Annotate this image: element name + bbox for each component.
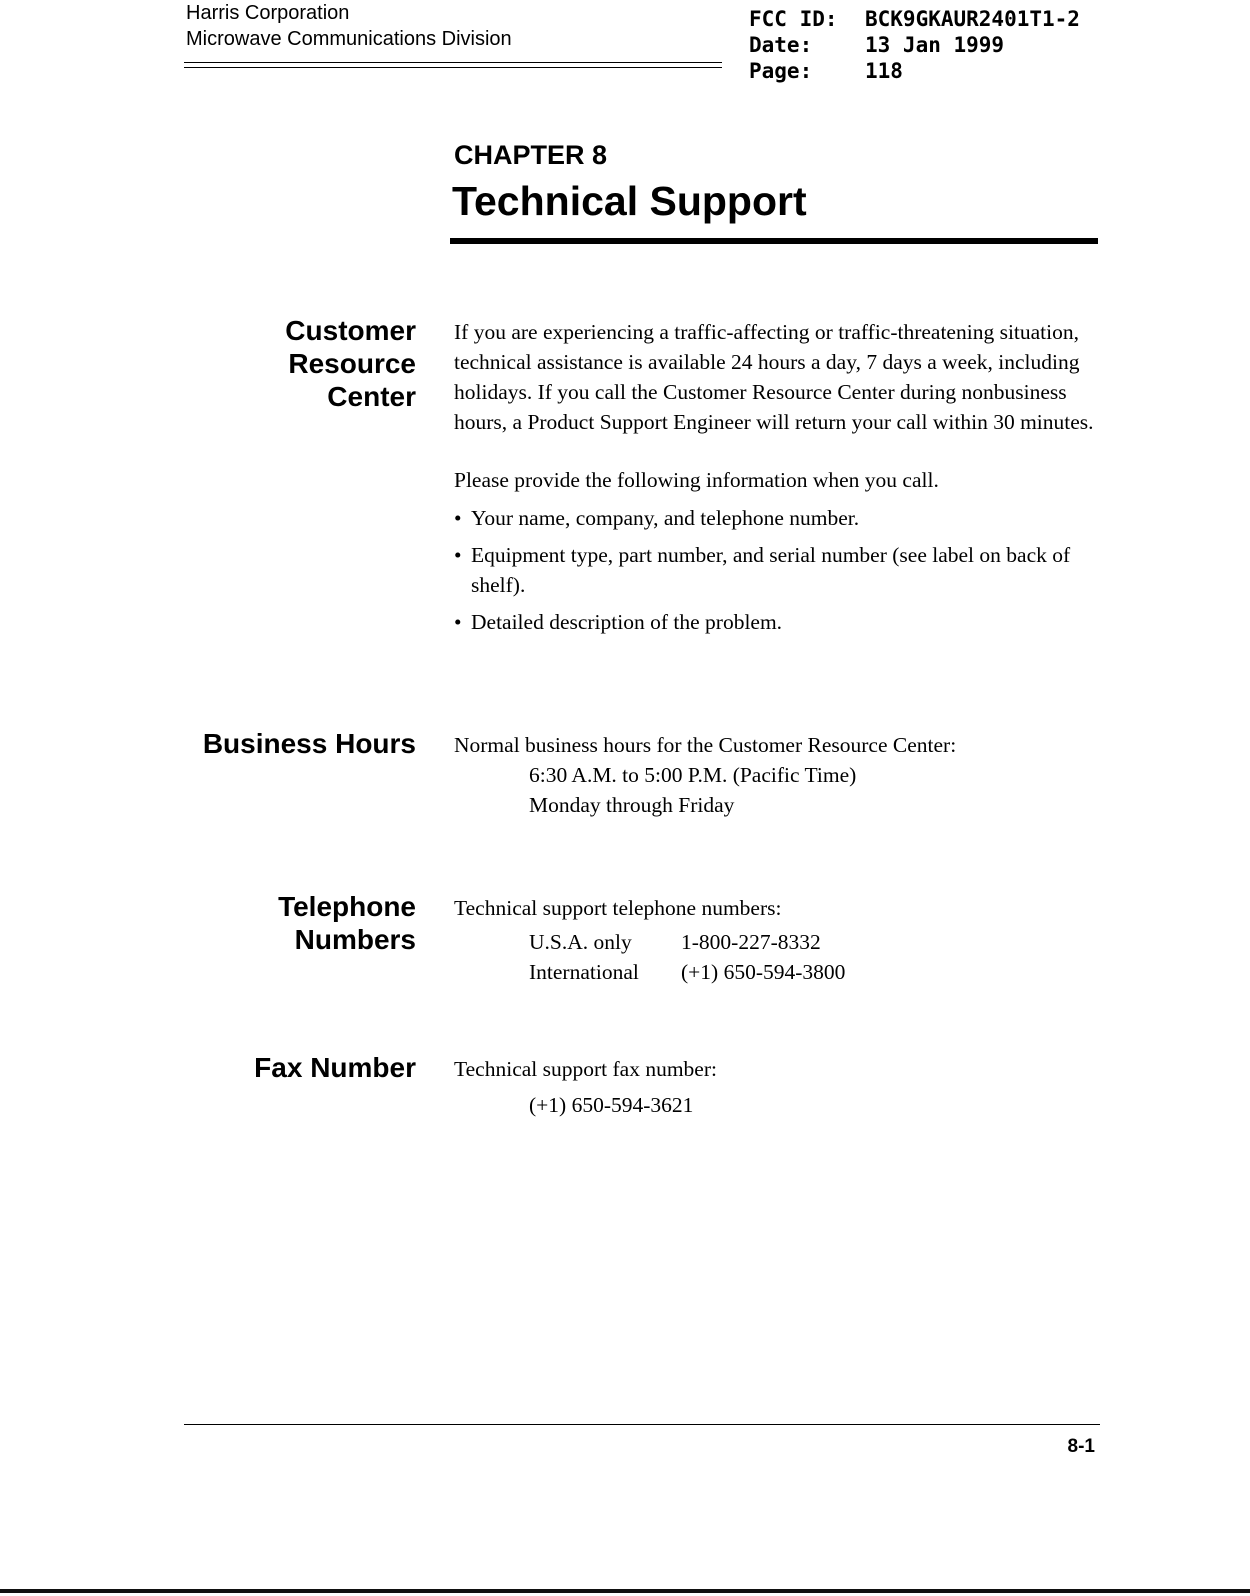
- telephone-heading-line: Numbers: [294, 924, 416, 955]
- title-rule: [450, 238, 1098, 244]
- chapter-label: CHAPTER 8: [454, 140, 608, 170]
- crc-heading: [285, 314, 416, 413]
- business-hours-body: [454, 730, 1104, 820]
- chapter-title: Technical Support: [452, 178, 807, 224]
- list-item: • Your name, company, and telephone number.: [454, 503, 1104, 533]
- phone-region: International: [529, 960, 639, 984]
- telephone-intro: Technical support telephone numbers:: [454, 896, 782, 920]
- info-list: [454, 503, 1104, 637]
- phone-number: (+1) 650-594-3800: [681, 960, 846, 984]
- date-label: Date:: [749, 33, 813, 57]
- date-value: 13 Jan 1999: [865, 33, 1005, 57]
- fax-number: (+1) 650-594-3621: [529, 1093, 694, 1117]
- header-rule: [184, 67, 722, 68]
- phone-number: 1-800-227-8332: [681, 930, 821, 954]
- header-company: [186, 0, 512, 52]
- list-item: • Detailed description of the problem.: [454, 607, 1104, 637]
- page-value: 118: [865, 59, 903, 83]
- scan-edge: [0, 1589, 1250, 1593]
- phone-region: U.S.A. only: [529, 930, 632, 954]
- fax-intro: Technical support fax number:: [454, 1057, 717, 1081]
- division-name: Microwave Communications Division: [186, 28, 512, 50]
- telephone-heading-line: Telephone: [278, 891, 416, 922]
- page-number: 8-1: [1067, 1436, 1095, 1457]
- date-row: [749, 32, 1080, 58]
- page-row: [749, 58, 1080, 84]
- footer-rule: [184, 1424, 1100, 1425]
- telephone-body: [454, 893, 1104, 987]
- company-name: Harris Corporation: [186, 2, 350, 24]
- fax-heading: Fax Number: [254, 1052, 416, 1083]
- hours-days: Monday through Friday: [529, 793, 735, 817]
- hours-time: 6:30 A.M. to 5:00 P.M. (Pacific Time): [529, 763, 857, 787]
- crc-heading-line: Center: [327, 381, 416, 412]
- hours-intro: Normal business hours for the Customer Resource Center:: [454, 733, 957, 757]
- fcc-id-label: FCC ID:: [749, 7, 838, 31]
- crc-paragraph: If you are experiencing a traffic-affecting or traffic-threatening situation, technical assistance is available 24 hours a day, 7 days a week, including holidays. If you call the Customer Resource Center during nonbusiness hours, a Product Support Engineer will return your call within 30 minutes.: [454, 320, 1094, 434]
- crc-intro: Please provide the following information when you call.: [454, 468, 939, 492]
- fcc-id-row: [749, 6, 1080, 32]
- fax-body: [454, 1054, 1104, 1120]
- phone-row: [529, 927, 1104, 957]
- phone-table: [454, 927, 1104, 987]
- business-hours-heading: Business Hours: [202, 728, 416, 759]
- fcc-id-value: BCK9GKAUR2401T1-2: [865, 7, 1080, 31]
- phone-row: [529, 957, 1104, 987]
- crc-body: [454, 317, 1104, 644]
- crc-heading-line: Customer: [285, 315, 416, 346]
- crc-heading-line: Resource: [288, 348, 416, 379]
- header-rule: [184, 62, 722, 63]
- telephone-heading: [278, 890, 416, 956]
- list-item: • Equipment type, part number, and serial number (see label on back of shelf).: [454, 540, 1104, 600]
- header-meta: [749, 6, 1080, 84]
- page-label: Page:: [749, 59, 813, 83]
